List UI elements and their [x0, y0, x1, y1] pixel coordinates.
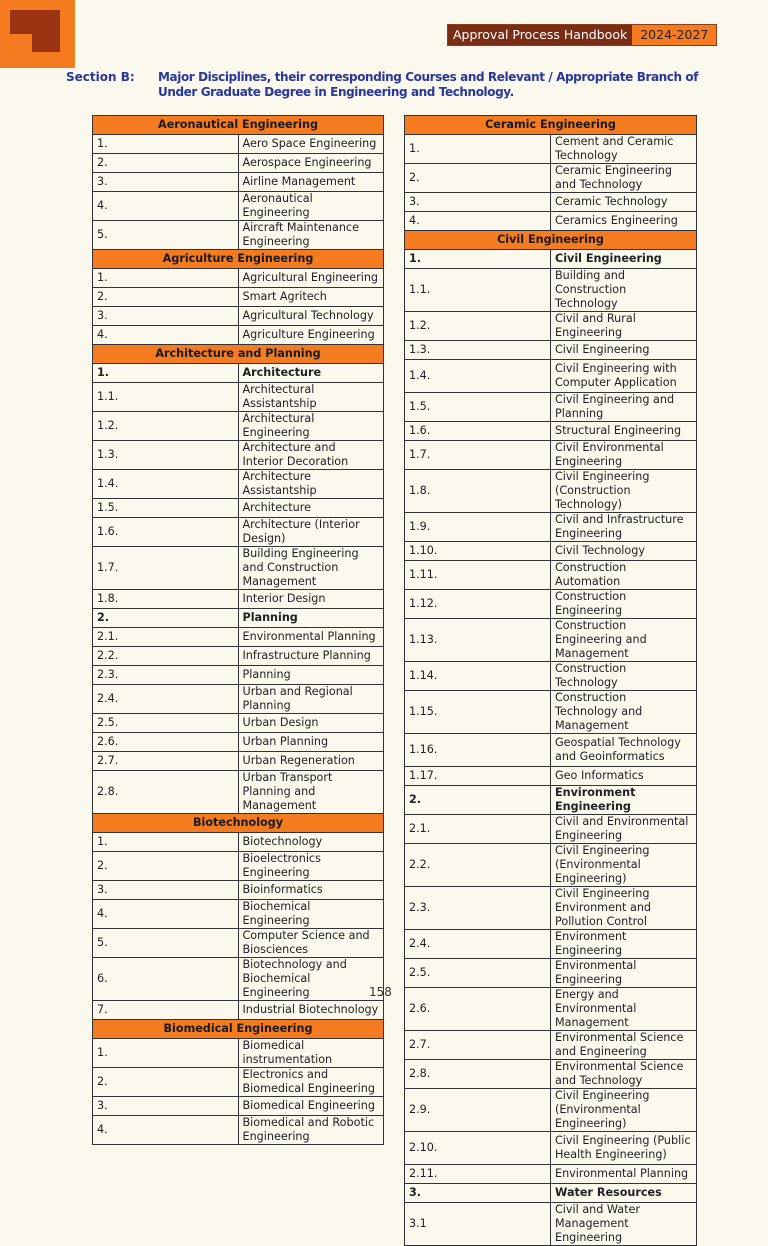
discipline-title: Civil Engineering	[405, 231, 697, 250]
row-number: 1.5.	[405, 393, 551, 422]
subgroup-row	[405, 786, 697, 815]
row-number: 4.	[93, 900, 239, 929]
table-row	[93, 929, 384, 958]
table-row	[93, 135, 384, 154]
course-name: Urban Regeneration	[238, 752, 384, 771]
course-name: Civil Engineering (Environmental Engineering)	[551, 1089, 697, 1132]
course-name: Aeronautical Engineering	[238, 192, 384, 221]
table-row	[405, 662, 697, 691]
row-number: 2.8.	[405, 1060, 551, 1089]
course-name: Geo Informatics	[551, 767, 697, 786]
row-number: 5.	[93, 929, 239, 958]
discipline-header	[405, 231, 697, 250]
course-name: Biomedical Engineering	[238, 1097, 384, 1116]
row-number: 4.	[93, 192, 239, 221]
course-name: Civil Engineering	[551, 341, 697, 360]
table-row	[93, 1068, 384, 1097]
subgroup-row	[405, 250, 697, 269]
table-row	[93, 833, 384, 852]
course-name: Construction Technology	[551, 662, 697, 691]
table-row	[93, 269, 384, 288]
table-row	[405, 422, 697, 441]
table-row	[405, 269, 697, 312]
row-number: 1.	[93, 364, 239, 383]
table-row	[405, 590, 697, 619]
course-name: Construction Technology and Management	[551, 691, 697, 734]
handbook-years: 2024-2027	[632, 25, 716, 45]
course-name: Energy and Environmental Management	[551, 988, 697, 1031]
course-name: Ceramic Technology	[551, 193, 697, 212]
course-name: Electronics and Biomedical Engineering	[238, 1068, 384, 1097]
row-number: 1.12.	[405, 590, 551, 619]
row-number: 3.	[93, 881, 239, 900]
discipline-header	[405, 116, 697, 135]
table-row	[93, 714, 384, 733]
course-name: Smart Agritech	[238, 288, 384, 307]
row-number: 1.7.	[405, 441, 551, 470]
subgroup-row	[93, 609, 384, 628]
course-name: Architectural Assistantship	[238, 383, 384, 412]
table-row	[93, 1116, 384, 1145]
course-name: Agriculture Engineering	[238, 326, 384, 345]
course-name: Bioelectronics Engineering	[238, 852, 384, 881]
table-row	[405, 341, 697, 360]
course-name: Civil and Water Management Engineering	[551, 1203, 697, 1246]
row-number: 1.	[93, 135, 239, 154]
course-name: Civil Technology	[551, 542, 697, 561]
course-name: Environment Engineering	[551, 930, 697, 959]
row-number: 2.4.	[93, 685, 239, 714]
row-number: 1.8.	[405, 470, 551, 513]
course-name: Planning	[238, 666, 384, 685]
course-name: Civil Engineering with Computer Application	[551, 360, 697, 393]
course-name: Geospatial Technology and Geoinformatics	[551, 734, 697, 767]
course-name: Civil Environmental Engineering	[551, 441, 697, 470]
course-name: Urban Design	[238, 714, 384, 733]
page-number: 158	[369, 985, 392, 999]
table-row	[93, 628, 384, 647]
course-name: Architecture and Interior Decoration	[238, 441, 384, 470]
row-number: 2.1.	[93, 628, 239, 647]
row-number: 2.7.	[405, 1031, 551, 1060]
row-number: 1.2.	[93, 412, 239, 441]
row-number: 1.5.	[93, 499, 239, 518]
row-number: 7.	[93, 1001, 239, 1020]
row-number: 1.3.	[405, 341, 551, 360]
course-name: Cement and Ceramic Technology	[551, 135, 697, 164]
course-name: Architecture	[238, 364, 384, 383]
course-name: Airline Management	[238, 173, 384, 192]
handbook-title: Approval Process Handbook	[448, 25, 632, 45]
row-number: 2.6.	[405, 988, 551, 1031]
row-number: 2.	[93, 154, 239, 173]
row-number: 2.1.	[405, 815, 551, 844]
row-number: 2.3.	[405, 887, 551, 930]
course-name: Construction Engineering and Management	[551, 619, 697, 662]
table-row	[405, 164, 697, 193]
course-name: Planning	[238, 609, 384, 628]
row-number: 2.9.	[405, 1089, 551, 1132]
row-number: 2.6.	[93, 733, 239, 752]
course-name: Construction Engineering	[551, 590, 697, 619]
table-row	[93, 518, 384, 547]
row-number: 1.6.	[405, 422, 551, 441]
row-number: 3.	[405, 1184, 551, 1203]
course-name: Civil Engineering (Construction Technology)	[551, 470, 697, 513]
table-row	[93, 771, 384, 814]
table-row	[93, 441, 384, 470]
table-row	[405, 561, 697, 590]
course-name: Biochemical Engineering	[238, 900, 384, 929]
course-name: Building Engineering and Construction Management	[238, 547, 384, 590]
course-name: Environmental Science and Engineering	[551, 1031, 697, 1060]
table-row	[93, 470, 384, 499]
course-name: Civil Engineering (Environmental Engineering)	[551, 844, 697, 887]
row-number: 1.6.	[93, 518, 239, 547]
discipline-title: Aeronautical Engineering	[93, 116, 384, 135]
table-row	[93, 326, 384, 345]
table-row	[93, 852, 384, 881]
course-name: Civil Engineering and Planning	[551, 393, 697, 422]
discipline-header	[93, 814, 384, 833]
row-number: 2.	[93, 1068, 239, 1097]
row-number: 5.	[93, 221, 239, 250]
course-name: Industrial Biotechnology	[238, 1001, 384, 1020]
row-number: 1.	[93, 1039, 239, 1068]
table-row	[93, 958, 384, 1001]
subgroup-row	[405, 1184, 697, 1203]
course-name: Aerospace Engineering	[238, 154, 384, 173]
course-name: Biotechnology	[238, 833, 384, 852]
row-number: 3.	[405, 193, 551, 212]
table-row	[93, 192, 384, 221]
table-row	[93, 499, 384, 518]
row-number: 1.4.	[93, 470, 239, 499]
course-name: Building and Construction Technology	[551, 269, 697, 312]
row-number: 1.4.	[405, 360, 551, 393]
row-number: 2.5.	[405, 959, 551, 988]
course-name: Urban Planning	[238, 733, 384, 752]
table-row	[93, 412, 384, 441]
header-badge	[447, 24, 717, 46]
row-number: 1.11.	[405, 561, 551, 590]
row-number: 2.5.	[93, 714, 239, 733]
course-name: Aero Space Engineering	[238, 135, 384, 154]
row-number: 1.	[93, 833, 239, 852]
row-number: 2.11.	[405, 1165, 551, 1184]
table-row	[93, 288, 384, 307]
course-name: Biomedical instrumentation	[238, 1039, 384, 1068]
discipline-title: Agriculture Engineering	[93, 250, 384, 269]
table-row	[405, 767, 697, 786]
course-name: Biotechnology and Biochemical Engineering	[238, 958, 384, 1001]
table-row	[405, 844, 697, 887]
row-number: 1.8.	[93, 590, 239, 609]
table-row	[93, 173, 384, 192]
discipline-title: Biomedical Engineering	[93, 1020, 384, 1039]
discipline-header	[93, 116, 384, 135]
table-row	[405, 1060, 697, 1089]
table-row	[405, 193, 697, 212]
course-name: Environmental Science and Technology	[551, 1060, 697, 1089]
table-row	[405, 470, 697, 513]
course-name: Agricultural Technology	[238, 307, 384, 326]
course-name: Environment Engineering	[551, 786, 697, 815]
course-name: Environmental Planning	[238, 628, 384, 647]
table-row	[405, 959, 697, 988]
table-row	[405, 930, 697, 959]
course-name: Interior Design	[238, 590, 384, 609]
table-row	[93, 307, 384, 326]
table-row	[405, 815, 697, 844]
table-row	[405, 441, 697, 470]
row-number: 2.10.	[405, 1132, 551, 1165]
table-row	[405, 1132, 697, 1165]
row-number: 3.1	[405, 1203, 551, 1246]
table-row	[405, 135, 697, 164]
row-number: 2.2.	[93, 647, 239, 666]
row-number: 2.2.	[405, 844, 551, 887]
table-row	[93, 547, 384, 590]
table-row	[405, 1031, 697, 1060]
table-row	[405, 619, 697, 662]
course-name: Biomedical and Robotic Engineering	[238, 1116, 384, 1145]
row-number: 1.15.	[405, 691, 551, 734]
row-number: 4.	[93, 1116, 239, 1145]
table-row	[405, 393, 697, 422]
table-row	[93, 752, 384, 771]
course-name: Civil and Environmental Engineering	[551, 815, 697, 844]
discipline-header	[93, 345, 384, 364]
course-name: Environmental Engineering	[551, 959, 697, 988]
table-row	[93, 383, 384, 412]
course-name: Architecture	[238, 499, 384, 518]
row-number: 1.	[405, 250, 551, 269]
table-row	[405, 1165, 697, 1184]
row-number: 6.	[93, 958, 239, 1001]
table-row	[405, 988, 697, 1031]
course-name: Urban Transport Planning and Management	[238, 771, 384, 814]
course-name: Aircraft Maintenance Engineering	[238, 221, 384, 250]
table-row	[93, 685, 384, 714]
section-description: Major Disciplines, their corresponding Courses and Relevant / Appropriate Branch of Under Graduate Degree in Engineering and Technology.	[158, 70, 699, 99]
row-number: 1.	[405, 135, 551, 164]
course-name: Computer Science and Biosciences	[238, 929, 384, 958]
row-number: 2.	[405, 164, 551, 193]
row-number: 2.	[93, 288, 239, 307]
table-row	[405, 734, 697, 767]
row-number: 1.17.	[405, 767, 551, 786]
table-row	[405, 542, 697, 561]
course-name: Ceramic Engineering and Technology	[551, 164, 697, 193]
table-row	[93, 590, 384, 609]
course-name: Architecture (Interior Design)	[238, 518, 384, 547]
table-row	[93, 221, 384, 250]
row-number: 3.	[93, 307, 239, 326]
corner-logo-icon	[0, 0, 75, 68]
row-number: 2.	[93, 852, 239, 881]
right-discipline-table	[404, 115, 697, 1246]
row-number: 1.1.	[93, 383, 239, 412]
discipline-header	[93, 1020, 384, 1039]
table-row	[405, 513, 697, 542]
course-name: Infrastructure Planning	[238, 647, 384, 666]
row-number: 4.	[405, 212, 551, 231]
row-number: 2.8.	[93, 771, 239, 814]
row-number: 1.16.	[405, 734, 551, 767]
row-number: 2.4.	[405, 930, 551, 959]
row-number: 1.14.	[405, 662, 551, 691]
row-number: 1.	[93, 269, 239, 288]
table-row	[93, 1097, 384, 1116]
course-name: Civil Engineering Environment and Pollution Control	[551, 887, 697, 930]
row-number: 2.	[405, 786, 551, 815]
course-name: Water Resources	[551, 1184, 697, 1203]
table-row	[93, 154, 384, 173]
course-name: Civil and Infrastructure Engineering	[551, 513, 697, 542]
row-number: 1.7.	[93, 547, 239, 590]
left-discipline-table	[92, 115, 384, 1145]
table-row	[405, 691, 697, 734]
table-row	[93, 666, 384, 685]
row-number: 1.10.	[405, 542, 551, 561]
row-number: 1.9.	[405, 513, 551, 542]
row-number: 1.2.	[405, 312, 551, 341]
discipline-title: Ceramic Engineering	[405, 116, 697, 135]
row-number: 3.	[93, 173, 239, 192]
table-row	[405, 1089, 697, 1132]
discipline-title: Architecture and Planning	[93, 345, 384, 364]
course-name: Construction Automation	[551, 561, 697, 590]
discipline-title: Biotechnology	[93, 814, 384, 833]
row-number: 2.7.	[93, 752, 239, 771]
table-row	[405, 1203, 697, 1246]
course-name: Architectural Engineering	[238, 412, 384, 441]
course-name: Structural Engineering	[551, 422, 697, 441]
subgroup-row	[93, 364, 384, 383]
course-name: Agricultural Engineering	[238, 269, 384, 288]
row-number: 2.	[93, 609, 239, 628]
course-name: Ceramics Engineering	[551, 212, 697, 231]
table-row	[93, 733, 384, 752]
row-number: 4.	[93, 326, 239, 345]
course-name: Civil Engineering	[551, 250, 697, 269]
row-number: 1.13.	[405, 619, 551, 662]
table-row	[93, 647, 384, 666]
row-number: 1.3.	[93, 441, 239, 470]
course-name: Civil and Rural Engineering	[551, 312, 697, 341]
table-row	[405, 312, 697, 341]
discipline-header	[93, 250, 384, 269]
course-name: Civil Engineering (Public Health Engineering)	[551, 1132, 697, 1165]
table-row	[405, 212, 697, 231]
row-number: 1.1.	[405, 269, 551, 312]
table-row	[93, 881, 384, 900]
table-row	[93, 900, 384, 929]
row-number: 3.	[93, 1097, 239, 1116]
table-row	[405, 887, 697, 930]
course-name: Environmental Planning	[551, 1165, 697, 1184]
course-name: Architecture Assistantship	[238, 470, 384, 499]
table-row	[93, 1001, 384, 1020]
section-label: Section B:	[66, 70, 135, 84]
row-number: 2.3.	[93, 666, 239, 685]
course-name: Urban and Regional Planning	[238, 685, 384, 714]
table-row	[93, 1039, 384, 1068]
table-row	[405, 360, 697, 393]
course-name: Bioinformatics	[238, 881, 384, 900]
